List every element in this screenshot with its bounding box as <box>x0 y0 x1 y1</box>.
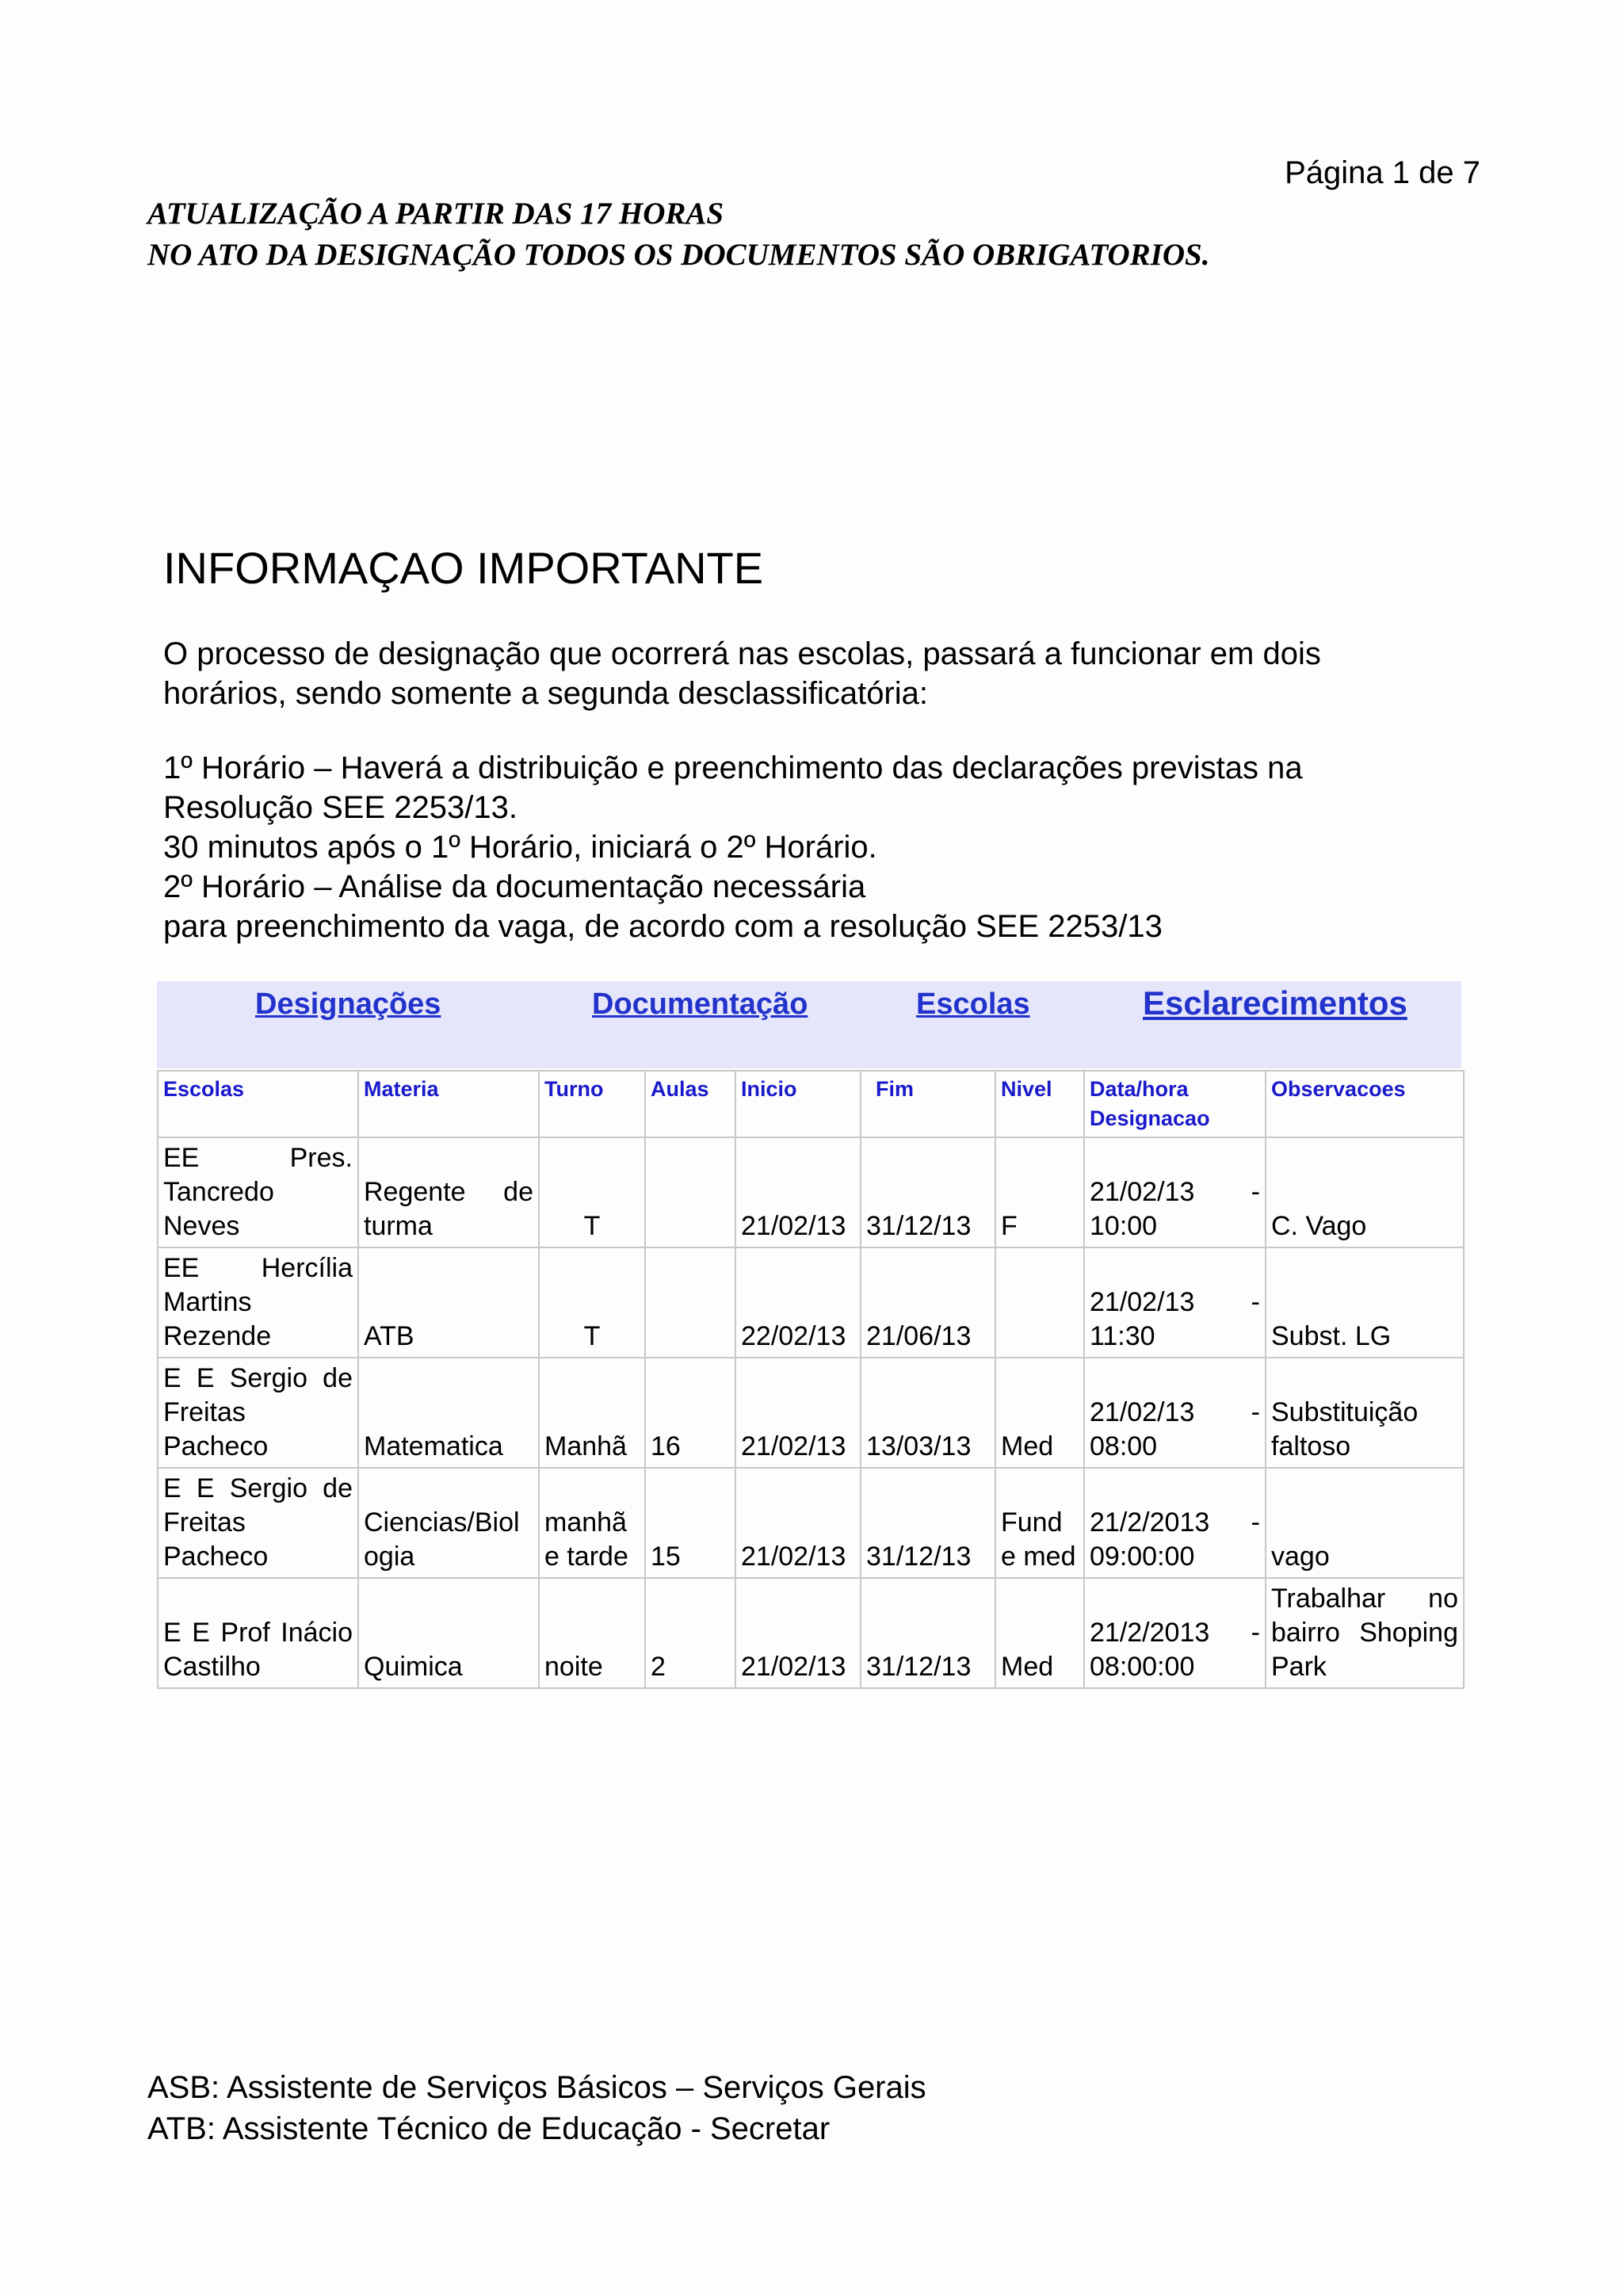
info-item3-line2: para preenchimento da vaga, de acordo com a resolução SEE 2253/13 <box>163 909 1163 944</box>
cell-aulas <box>645 1247 735 1358</box>
cell-observacoes-line: Park <box>1271 1652 1327 1682</box>
col-header-datahora-line1: Data/hora <box>1090 1077 1189 1101</box>
col-header-datahora <box>1084 1071 1266 1137</box>
cell-materia-line: Matematica <box>364 1431 503 1461</box>
cell-escola-line: E E Prof Inácio <box>163 1618 353 1648</box>
table-row <box>158 1247 1464 1358</box>
cell-aulas: 2 <box>645 1578 735 1688</box>
cell-datahora <box>1084 1247 1266 1358</box>
cell-escola <box>158 1247 358 1358</box>
cell-escola-line: Freitas <box>163 1397 246 1427</box>
info-intro-line1: O processo de designação que ocorrerá nas escolas, passará a funcionar em dois <box>163 636 1321 671</box>
cell-inicio: 21/02/13 <box>735 1468 861 1578</box>
cell-materia <box>358 1578 539 1688</box>
designacoes-table <box>157 1070 1465 1689</box>
cell-observacoes-line: bairro Shoping <box>1271 1618 1458 1648</box>
cell-escola-line: Castilho <box>163 1652 261 1682</box>
cell-inicio: 21/02/13 <box>735 1358 861 1468</box>
info-item3-line1: 2º Horário – Análise da documentação necessária <box>163 869 866 904</box>
cell-escola-line: E E Sergio de <box>163 1363 353 1393</box>
col-header-aulas: Aulas <box>645 1071 735 1137</box>
cell-escola-line: EE Hercília <box>163 1253 353 1283</box>
cell-materia-line: Ciencias/Biol <box>364 1507 520 1538</box>
cell-datahora-time: 08:00:00 <box>1090 1652 1195 1682</box>
footer-glossary <box>147 2067 926 2149</box>
cell-turno: T <box>539 1247 645 1358</box>
cell-escola-line: Neves <box>163 1211 240 1241</box>
col-header-escolas: Escolas <box>158 1071 358 1137</box>
cell-escola <box>158 1578 358 1688</box>
cell-turno: noite <box>539 1578 645 1688</box>
cell-escola-line: Martins <box>163 1287 252 1317</box>
nav-link-documentacao[interactable]: Documentação <box>592 988 808 1021</box>
cell-datahora-date-line <box>1090 1175 1260 1209</box>
cell-fim: 31/12/13 <box>861 1137 995 1247</box>
cell-escola-line: Pacheco <box>163 1541 269 1572</box>
cell-nivel-line: e med <box>1001 1541 1076 1572</box>
cell-nivel-line: Fund <box>1001 1507 1063 1538</box>
cell-escola-line: Freitas <box>163 1507 246 1538</box>
cell-nivel <box>995 1247 1084 1358</box>
table-row <box>158 1358 1464 1468</box>
info-title: INFORMAÇAO IMPORTANTE <box>163 543 764 593</box>
cell-turno: Manhã <box>539 1358 645 1468</box>
cell-materia <box>358 1137 539 1247</box>
cell-turno-line: manhã <box>544 1507 627 1538</box>
col-header-materia: Materia <box>358 1071 539 1137</box>
cell-datahora-date-line <box>1090 1506 1260 1540</box>
cell-datahora-date: 21/02/13 <box>1090 1287 1195 1317</box>
header-notes <box>147 193 1209 276</box>
cell-escola <box>158 1358 358 1468</box>
cell-datahora-date-line <box>1090 1286 1260 1320</box>
header-note-documents-required: NO ATO DA DESIGNAÇÃO TODOS OS DOCUMENTOS SÃO OBRIGATORIOS. <box>147 238 1210 272</box>
col-header-observacoes: Observacoes <box>1266 1071 1464 1137</box>
cell-fim: 31/12/13 <box>861 1578 995 1688</box>
cell-datahora <box>1084 1358 1266 1468</box>
cell-turno: T <box>539 1137 645 1247</box>
col-header-nivel: Nivel <box>995 1071 1084 1137</box>
cell-turno <box>539 1468 645 1578</box>
cell-observacoes-line: Substituição <box>1271 1397 1419 1427</box>
cell-inicio: 22/02/13 <box>735 1247 861 1358</box>
cell-inicio: 21/02/13 <box>735 1578 861 1688</box>
cell-nivel: Med <box>995 1578 1084 1688</box>
info-item1-line2: Resolução SEE 2253/13. <box>163 790 517 825</box>
table-row <box>158 1137 1464 1247</box>
cell-datahora-dash: - <box>1251 1507 1260 1538</box>
cell-materia-line: Regente de <box>364 1177 533 1207</box>
cell-datahora-date: 21/02/13 <box>1090 1177 1195 1207</box>
cell-escola <box>158 1468 358 1578</box>
footer-asb-definition: ASB: Assistente de Serviços Básicos – Serviços Gerais <box>147 2070 926 2105</box>
cell-datahora-dash: - <box>1251 1397 1260 1427</box>
cell-materia-line: ATB <box>364 1321 414 1351</box>
nav-link-escolas[interactable]: Escolas <box>916 988 1030 1021</box>
cell-datahora-dash: - <box>1251 1287 1260 1317</box>
cell-fim: 31/12/13 <box>861 1468 995 1578</box>
cell-escola-line: E E Sergio de <box>163 1473 353 1503</box>
cell-datahora-time: 10:00 <box>1090 1211 1158 1241</box>
info-body <box>163 634 1463 946</box>
cell-materia <box>358 1468 539 1578</box>
cell-escola-line: Rezende <box>163 1321 272 1351</box>
cell-datahora <box>1084 1578 1266 1688</box>
cell-nivel <box>995 1468 1084 1578</box>
col-header-datahora-line2: Designacao <box>1090 1106 1210 1130</box>
cell-escola-line: Pacheco <box>163 1431 269 1461</box>
cell-observacoes <box>1266 1358 1464 1468</box>
cell-datahora-dash: - <box>1251 1177 1260 1207</box>
cell-escola <box>158 1137 358 1247</box>
info-item2: 30 minutos após o 1º Horário, iniciará o 2º Horário. <box>163 830 877 865</box>
cell-datahora-date: 21/02/13 <box>1090 1397 1195 1427</box>
cell-nivel: F <box>995 1137 1084 1247</box>
cell-nivel: Med <box>995 1358 1084 1468</box>
table-row <box>158 1578 1464 1688</box>
info-item1-line1: 1º Horário – Haverá a distribuição e preenchimento das declarações previstas na <box>163 751 1303 785</box>
info-intro-line2: horários, sendo somente a segunda desclassificatória: <box>163 676 928 711</box>
page-number: Página 1 de 7 <box>1285 155 1480 190</box>
cell-observacoes-line: faltoso <box>1271 1431 1351 1461</box>
cell-inicio: 21/02/13 <box>735 1137 861 1247</box>
cell-turno-line: e tarde <box>544 1541 628 1572</box>
table-row <box>158 1468 1464 1578</box>
nav-link-designacoes[interactable]: Designações <box>255 988 441 1021</box>
cell-datahora-time: 08:00 <box>1090 1431 1158 1461</box>
header-note-update-time: ATUALIZAÇÃO A PARTIR DAS 17 HORAS <box>147 197 724 231</box>
cell-materia <box>358 1358 539 1468</box>
col-header-fim: Fim <box>861 1071 995 1137</box>
cell-datahora <box>1084 1137 1266 1247</box>
cell-datahora-dash: - <box>1251 1618 1260 1648</box>
cell-materia-line: ogia <box>364 1541 415 1572</box>
nav-link-esclarecimentos[interactable]: Esclarecimentos <box>1143 984 1407 1022</box>
footer-atb-definition: ATB: Assistente Técnico de Educação - Secretar <box>147 2111 831 2146</box>
cell-datahora-date: 21/2/2013 <box>1090 1507 1210 1538</box>
cell-aulas <box>645 1137 735 1247</box>
cell-observacoes: vago <box>1266 1468 1464 1578</box>
cell-materia <box>358 1247 539 1358</box>
cell-observacoes <box>1266 1578 1464 1688</box>
cell-escola-line: Tancredo <box>163 1177 274 1207</box>
cell-materia-line: Quimica <box>364 1652 463 1682</box>
cell-fim: 21/06/13 <box>861 1247 995 1358</box>
cell-datahora-time: 11:30 <box>1090 1321 1155 1351</box>
cell-observacoes: C. Vago <box>1266 1137 1464 1247</box>
cell-observacoes-line: Trabalhar no <box>1271 1584 1458 1614</box>
cell-materia-line: turma <box>364 1211 433 1241</box>
cell-aulas: 16 <box>645 1358 735 1468</box>
cell-escola-line: EE Pres. <box>163 1143 353 1173</box>
cell-datahora-time: 09:00:00 <box>1090 1541 1195 1572</box>
cell-fim: 13/03/13 <box>861 1358 995 1468</box>
cell-datahora-date-line <box>1090 1616 1260 1650</box>
cell-datahora <box>1084 1468 1266 1578</box>
col-header-inicio: Inicio <box>735 1071 861 1137</box>
col-header-turno: Turno <box>539 1071 645 1137</box>
cell-aulas: 15 <box>645 1468 735 1578</box>
cell-observacoes: Subst. LG <box>1266 1247 1464 1358</box>
cell-datahora-date: 21/2/2013 <box>1090 1618 1210 1648</box>
table-header-row <box>158 1071 1464 1137</box>
cell-datahora-date-line <box>1090 1396 1260 1430</box>
